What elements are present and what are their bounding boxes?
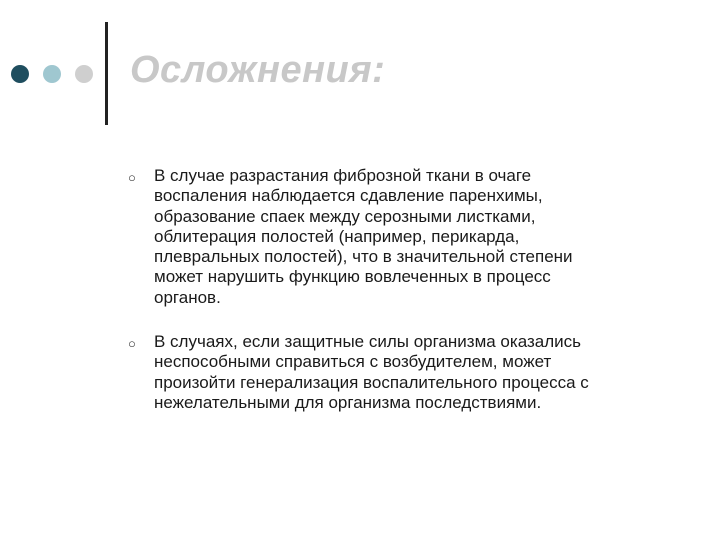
decorative-dot-light-blue-icon [43, 65, 61, 83]
bullet-text: В случаях, если защитные силы организма оказались неспособными справиться с возбудителем, может произойти генерализация воспалительного процесса с нежелательными для организма последствиями. [154, 332, 589, 412]
decorative-dot-dark-icon [11, 65, 29, 83]
bullet-text: В случае разрастания фиброзной ткани в очаге воспаления наблюдается сдавление паренхимы, образование спаек между серозными листками, облитерация полостей (например, перикарда, плевральных полостей), что в значительной степени может нарушить функцию вовлеченных в процесс органов. [154, 166, 573, 307]
decorative-dot-gray-icon [75, 65, 93, 83]
slide-title: Осложнения: [130, 49, 386, 91]
bullet-item-fibrosis [128, 166, 668, 308]
title-divider [105, 22, 108, 125]
bullet-list [128, 166, 668, 437]
hollow-circle-bullet-icon: ○ [128, 170, 136, 185]
bullet-item-generalization [128, 332, 668, 413]
hollow-circle-bullet-icon: ○ [128, 336, 136, 352]
